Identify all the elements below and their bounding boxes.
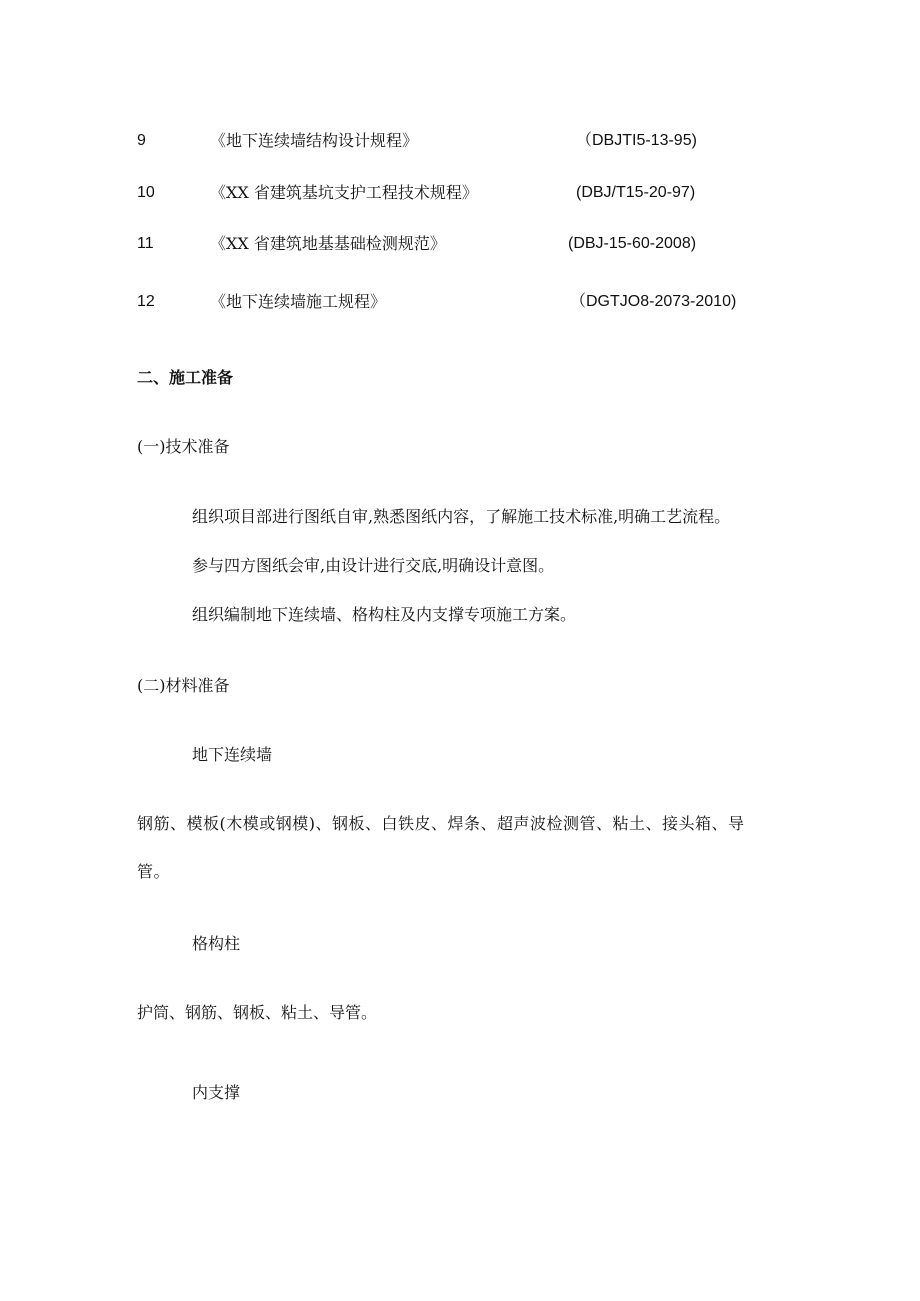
standard-code: (DBJ-15-60-2008)	[568, 235, 697, 252]
standard-number: 9	[137, 132, 146, 149]
section-heading: 二、施工准备	[137, 368, 234, 387]
material-group-title: 地下连续墙	[192, 745, 273, 764]
standard-title: 《地下连续墙施工规程》	[210, 292, 387, 311]
material-list: 护筒、钢筋、钢板、粘土、导管。	[137, 1003, 378, 1022]
tech-item: 组织项目部进行图纸自审,熟悉图纸内容，了解施工技术标准,明确工艺流程。	[192, 507, 731, 526]
standard-code: （DGTJO8-2073-2010)	[570, 293, 737, 310]
standard-title: 《地下连续墙结构设计规程》	[210, 131, 419, 150]
material-group-title: 格构柱	[192, 934, 241, 953]
standard-code: (DBJ/T15-20-97)	[576, 184, 696, 201]
standard-number: 12	[137, 293, 155, 310]
subsection-heading-tech: (一)技术准备	[137, 437, 230, 456]
standard-number: 10	[137, 184, 155, 201]
standard-title: 《XX 省建筑地基基础检测规范》	[210, 234, 446, 253]
tech-item: 参与四方图纸会审,由设计进行交底,明确设计意图。	[192, 556, 555, 575]
material-group-title: 内支撑	[192, 1083, 241, 1102]
material-list: 钢筋、模板(木模或钢模)、钢板、白铁皮、焊条、超声波检测管、粘土、接头箱、导管。	[137, 814, 745, 881]
tech-item: 组织编制地下连续墙、格构柱及内支撑专项施工方案。	[192, 605, 577, 624]
standard-code: （DBJTI5-13-95)	[576, 132, 697, 149]
standard-title: 《XX 省建筑基坑支护工程技术规程》	[210, 183, 478, 202]
standard-number: 11	[137, 235, 154, 252]
subsection-heading-materials: (二)材料准备	[137, 676, 230, 695]
